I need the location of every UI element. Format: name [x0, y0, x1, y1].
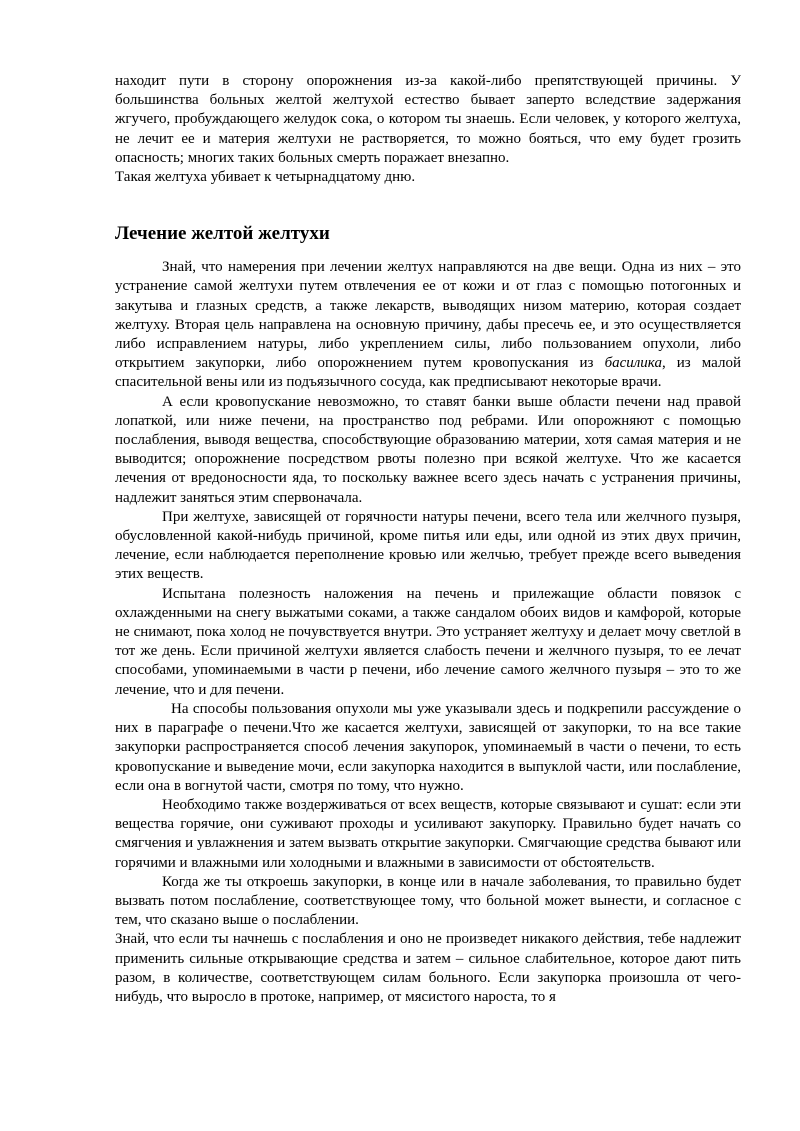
- paragraph-3-text-b: , из малой спасительной вены или из подъязычного сосуда, как предписывают некоторые врачи.: [115, 355, 741, 391]
- document-page: [115, 72, 741, 1007]
- paragraph-5: При желтухе, зависящей от горячности натуры печени, всего тела или желчного пузыря, обусловленной какой-нибудь причиной, кроме питья или еды, или одной из этих двух причин, лечение, если наблюдается переполнение кровью или желчью, требует прежде всего выведения этих веществ.: [115, 508, 741, 583]
- paragraph-1: находит пути в сторону опорожнения из-за какой-либо препятствующей причины. У большинства больных желтой желтухой естество бывает заперто вследствие задержания жгучего, пробуждающего желудок сока, о котором ты знаешь. Если человек, у которого желтуха, не лечит ее и материя желтухи не растворяется, то можно бояться, что ему будет грозить опасность; многих таких больных смерть поражает внезапно.: [115, 73, 741, 166]
- paragraph-2: Такая желтуха убивает к четырнадцатому дню.: [115, 169, 416, 186]
- paragraph-3: [115, 258, 741, 392]
- paragraph-9: Когда же ты откроешь закупорки, в конце или в начале заболевания, то правильно будет вызвать потом послабление, соответствующее тому, что больной может вынести, и согласное с тем, что сказано выше о послаблении.: [115, 873, 741, 929]
- paragraph-7: На способы пользования опухоли мы уже указывали здесь и подкрепили рассуждение о них в параграфе о печени.Что же касается желтухи, зависящей от закупорки, то на все такие закупорки распространяется способ лечения закупорок, упоминаемый в части о печени, то есть кровопускание и выведение мочи, если закупорка находится в выпуклой части, или послабление, если она в вогнутой части, смотря по тому, что нужно.: [115, 700, 741, 794]
- section-heading: Лечение желтой желтухи: [115, 223, 330, 245]
- paragraph-3-text-a: Знай, что намерения при лечении желтух направляются на две вещи. Одна из них – это устранение самой желтухи путем отвлечения ее от кожи и от глаз с помощью потогонных и закутыва и глазных средств, а также лекарств, выводящих низом материю, которая создает желтуху. Вторая цель направлена на основную причину, дабы пресечь ее, и это осуществляется либо исправлением натуры, либо укреплением силы, либо пользованием опухоли, либо открытием закупорки, либо опорожнением путем кровопускания из: [115, 259, 741, 372]
- paragraph-3-italic-term: басилика: [604, 355, 662, 372]
- paragraph-6: Испытана полезность наложения на печень и прилежащие области повязок с охлажденными на снегу выжатыми соками, а также сандалом обоих видов и камфорой, которые не снимают, пока холод не почувствуется внутри. Это устраняет желтуху и делает мочу светлой в тот же день. Если причиной желтухи является слабость печени и желчного пузыря, то ее лечат способами, упоминаемыми в части р печени, ибо лечение самого желчного пузыря – это то же лечение, что и для печени.: [115, 585, 741, 698]
- paragraph-10: Знай, что если ты начнешь с послабления и оно не произведет никакого действия, тебе надлежит применить сильные открывающие средства и затем – сильное слабительное, которое дают пить разом, в количестве, соответствующем силам больного. Если закупорка произошла от чего-нибудь, что выросло в протоке, например, от мясистого нароста, то я: [115, 931, 741, 1005]
- paragraph-8: Необходимо также воздерживаться от всех веществ, которые связывают и сушат: если эти вещества горячие, они суживают проходы и усиливают закупорку. Правильно будет начать со смягчения и увлажнения и затем вызвать открытие закупорки. Смягчающие средства бывают или горячими и влажными или холодными и влажными в зависимости от обстоятельств.: [115, 796, 741, 871]
- paragraph-4: А если кровопускание невозможно, то ставят банки выше области печени над правой лопаткой, или ниже печени, на пространство под ребрами. Или опорожняют с помощью послабления, выводя вещества, способствующие образованию материи, хотя самая материя и не выводится; опорожнение посредством рвоты полезно при всякой желтухе. Что же касается лечения от вредоносности яда, то поскольку важнее всего здесь начать с устранения причины, надлежит заняться этим спервоначала.: [115, 393, 741, 506]
